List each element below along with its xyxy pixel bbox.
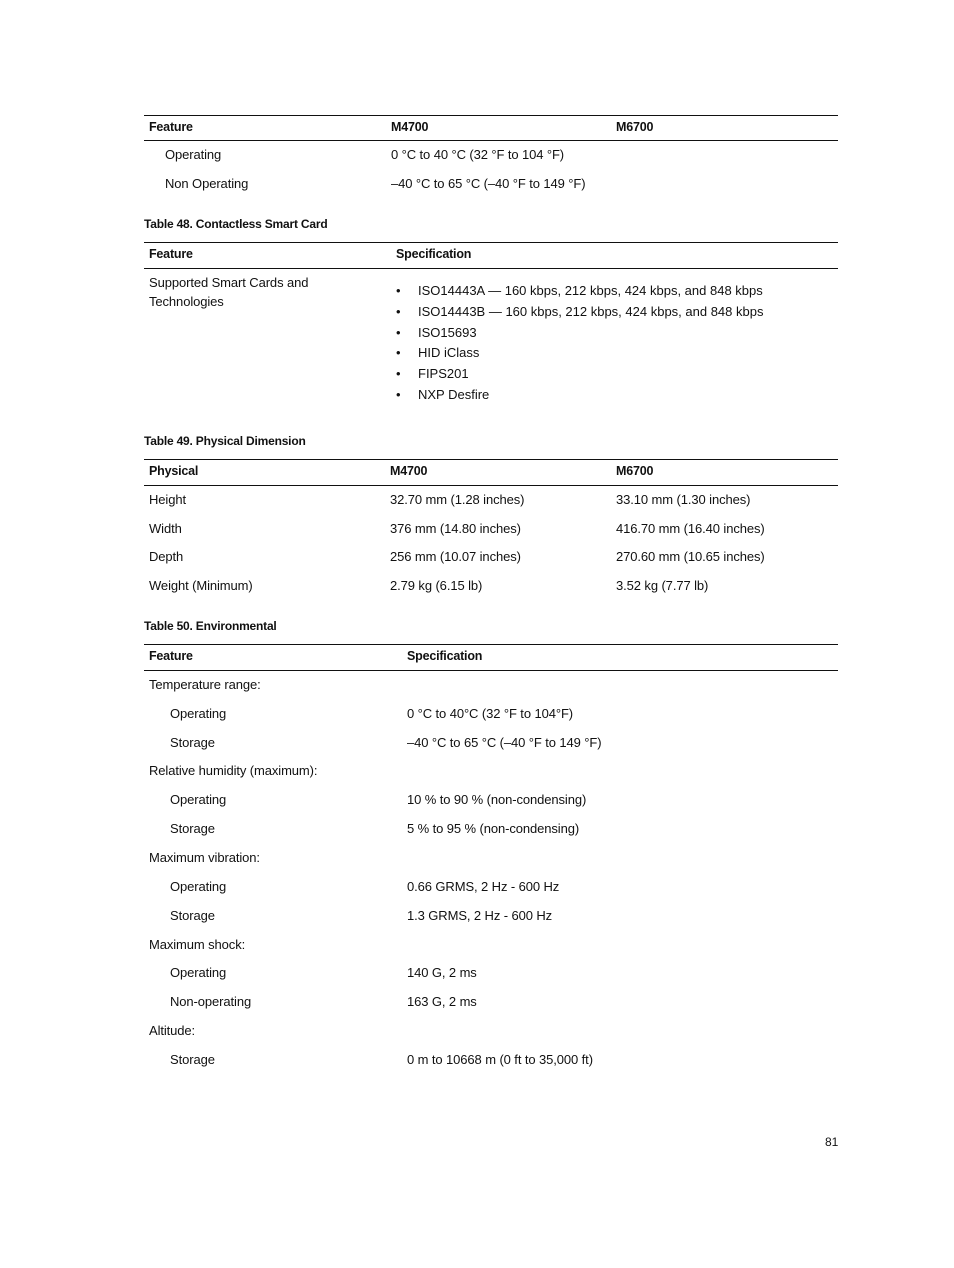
table-49-cell: 2.79 kg (6.15 lb) xyxy=(390,578,483,593)
table-50-group-label: Relative humidity (maximum): xyxy=(149,763,318,778)
table-50-row-label: Storage xyxy=(170,1052,215,1067)
table-50-row-value: 1.3 GRMS, 2 Hz - 600 Hz xyxy=(407,908,553,923)
table-49-cell: 3.52 kg (7.77 lb) xyxy=(616,578,709,593)
table-50-row-value: 0.66 GRMS, 2 Hz - 600 Hz xyxy=(407,879,560,894)
table-48-rule xyxy=(144,242,838,243)
table-49-header-m4700: M4700 xyxy=(390,464,428,478)
table-50-row-label: Non-operating xyxy=(170,994,252,1009)
page-number: 81 xyxy=(825,1135,839,1149)
table-49-cell: 376 mm (14.80 inches) xyxy=(390,521,521,536)
table-49-cell: 256 mm (10.07 inches) xyxy=(390,549,521,564)
table-50-header-feature: Feature xyxy=(149,649,193,663)
table-50-row-label: Operating xyxy=(170,879,227,894)
table-50-row-label: Storage xyxy=(170,908,215,923)
table-50-row-label: Operating xyxy=(170,792,227,807)
list-item: • NXP Desfire xyxy=(396,385,763,406)
table-49-header-m6700: M6700 xyxy=(616,464,654,478)
table-49-cell: Height xyxy=(149,492,186,507)
table-49-header-rule xyxy=(144,485,838,486)
table-50-rule xyxy=(144,644,838,645)
table-50-row-value: 163 G, 2 ms xyxy=(407,994,477,1009)
table-48-header-rule xyxy=(144,268,838,269)
list-item: • FIPS201 xyxy=(396,364,763,385)
table-49-cell: 270.60 mm (10.65 inches) xyxy=(616,549,765,564)
table-50-group-label: Temperature range: xyxy=(149,677,261,692)
table-top-rule xyxy=(144,115,838,116)
table-48-feature-line: Technologies xyxy=(149,294,224,309)
table-top-row-value: 0 °C to 40 °C (32 °F to 104 °F) xyxy=(391,147,565,162)
table-50-header-specification: Specification xyxy=(407,649,483,663)
table-top-row-label: Non Operating xyxy=(165,176,249,191)
table-50-group-label: Maximum shock: xyxy=(149,937,246,952)
table-50-row-label: Operating xyxy=(170,965,227,980)
table-50-row-value: 0 m to 10668 m (0 ft to 35,000 ft) xyxy=(407,1052,593,1067)
table-50-row-label: Storage xyxy=(170,735,215,750)
table-50-header-rule xyxy=(144,670,838,671)
table-48-header-feature: Feature xyxy=(149,247,193,261)
table-49-rule xyxy=(144,459,838,460)
table-50-group-label: Maximum vibration: xyxy=(149,850,260,865)
table-48-feature-line: Supported Smart Cards and xyxy=(149,275,309,290)
table-50-row-label: Operating xyxy=(170,706,227,721)
smart-card-list xyxy=(396,281,763,406)
list-item: • ISO14443A — 160 kbps, 212 kbps, 424 kbps, and 848 kbps xyxy=(396,281,763,302)
table-50-caption: Table 50. Environmental xyxy=(144,619,277,633)
table-49-cell: 33.10 mm (1.30 inches) xyxy=(616,492,751,507)
list-item: • ISO14443B — 160 kbps, 212 kbps, 424 kbps, and 848 kbps xyxy=(396,302,763,323)
table-top-header-m4700: M4700 xyxy=(391,120,429,134)
table-49-cell: Weight (Minimum) xyxy=(149,578,253,593)
table-top-row-value: –40 °C to 65 °C (–40 °F to 149 °F) xyxy=(391,176,586,191)
table-50-row-value: 140 G, 2 ms xyxy=(407,965,477,980)
table-50-row-value: 10 % to 90 % (non-condensing) xyxy=(407,792,587,807)
table-50-row-value: 5 % to 95 % (non-condensing) xyxy=(407,821,580,836)
table-49-cell: 416.70 mm (16.40 inches) xyxy=(616,521,765,536)
table-50-row-value: –40 °C to 65 °C (–40 °F to 149 °F) xyxy=(407,735,602,750)
table-49-cell: Width xyxy=(149,521,182,536)
table-50-group-label: Altitude: xyxy=(149,1023,196,1038)
list-item: • ISO15693 xyxy=(396,323,763,344)
table-top-header-rule xyxy=(144,140,838,141)
table-top-row-label: Operating xyxy=(165,147,222,162)
table-49-cell: 32.70 mm (1.28 inches) xyxy=(390,492,525,507)
table-48-caption: Table 48. Contactless Smart Card xyxy=(144,217,328,231)
table-50-row-label: Storage xyxy=(170,821,215,836)
table-top-header-m6700: M6700 xyxy=(616,120,654,134)
table-50-row-value: 0 °C to 40°C (32 °F to 104°F) xyxy=(407,706,574,721)
table-49-caption: Table 49. Physical Dimension xyxy=(144,434,306,448)
table-top-header-feature: Feature xyxy=(149,120,193,134)
table-49-cell: Depth xyxy=(149,549,184,564)
table-48-header-specification: Specification xyxy=(396,247,472,261)
list-item: • HID iClass xyxy=(396,343,763,364)
table-49-header-physical: Physical xyxy=(149,464,199,478)
